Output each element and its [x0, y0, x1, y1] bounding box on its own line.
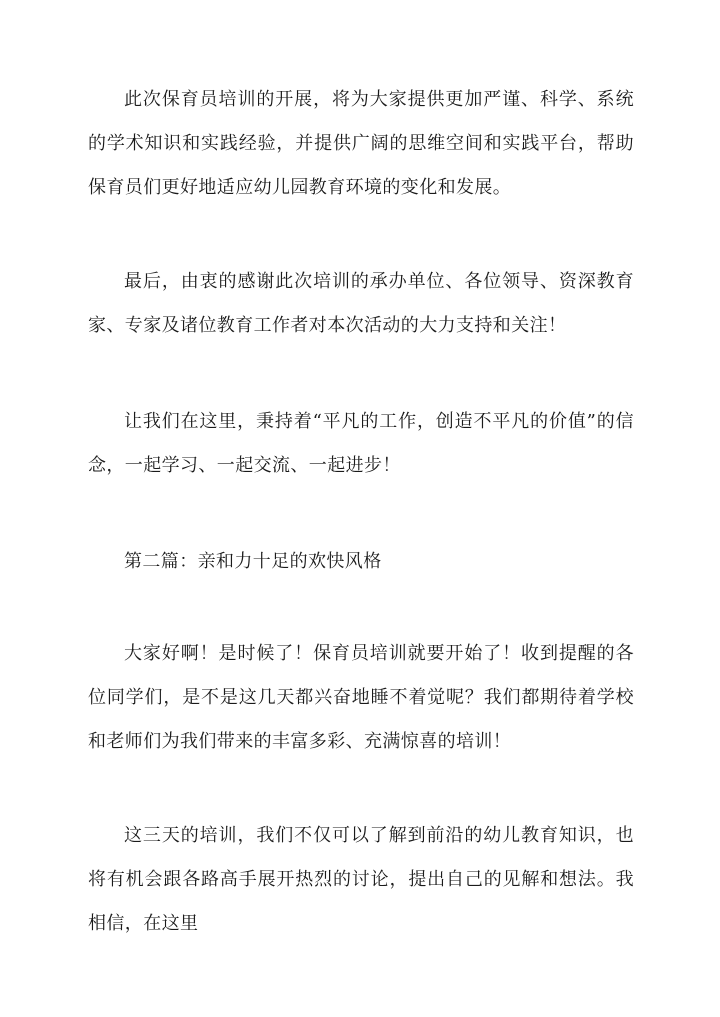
- paragraph-greeting: 大家好啊！是时候了！保育员培训就要开始了！收到提醒的各位同学们，是不是这几天都兴奋地睡不着觉呢？我们都期待着学校和老师们为我们带来的丰富多彩、充满惊喜的培训！: [88, 643, 634, 752]
- paragraph-training-purpose: 此次保育员培训的开展，将为大家提供更加严谨、科学、系统的学术知识和实践经验，并提供广阔的思维空间和实践平台，帮助保育员们更好地适应幼儿园教育环境的变化和发展。: [88, 89, 634, 198]
- paragraph-closing-motto: 让我们在这里，秉持着“平凡的工作，创造不平凡的价值”的信念，一起学习、一起交流、一起进步！: [88, 411, 634, 476]
- paragraph-acknowledgements: 最后，由衷的感谢此次培训的承办单位、各位领导、资深教育家、专家及诸位教育工作者对本次活动的大力支持和关注！: [88, 271, 634, 336]
- section-heading-part-two: 第二篇：亲和力十足的欢快风格: [124, 551, 382, 572]
- paragraph-training-content: 这三天的培训，我们不仅可以了解到前沿的幼儿教育知识，也将有机会跟各路高手展开热烈的讨论，提出自己的见解和想法。我相信，在这里: [88, 825, 634, 934]
